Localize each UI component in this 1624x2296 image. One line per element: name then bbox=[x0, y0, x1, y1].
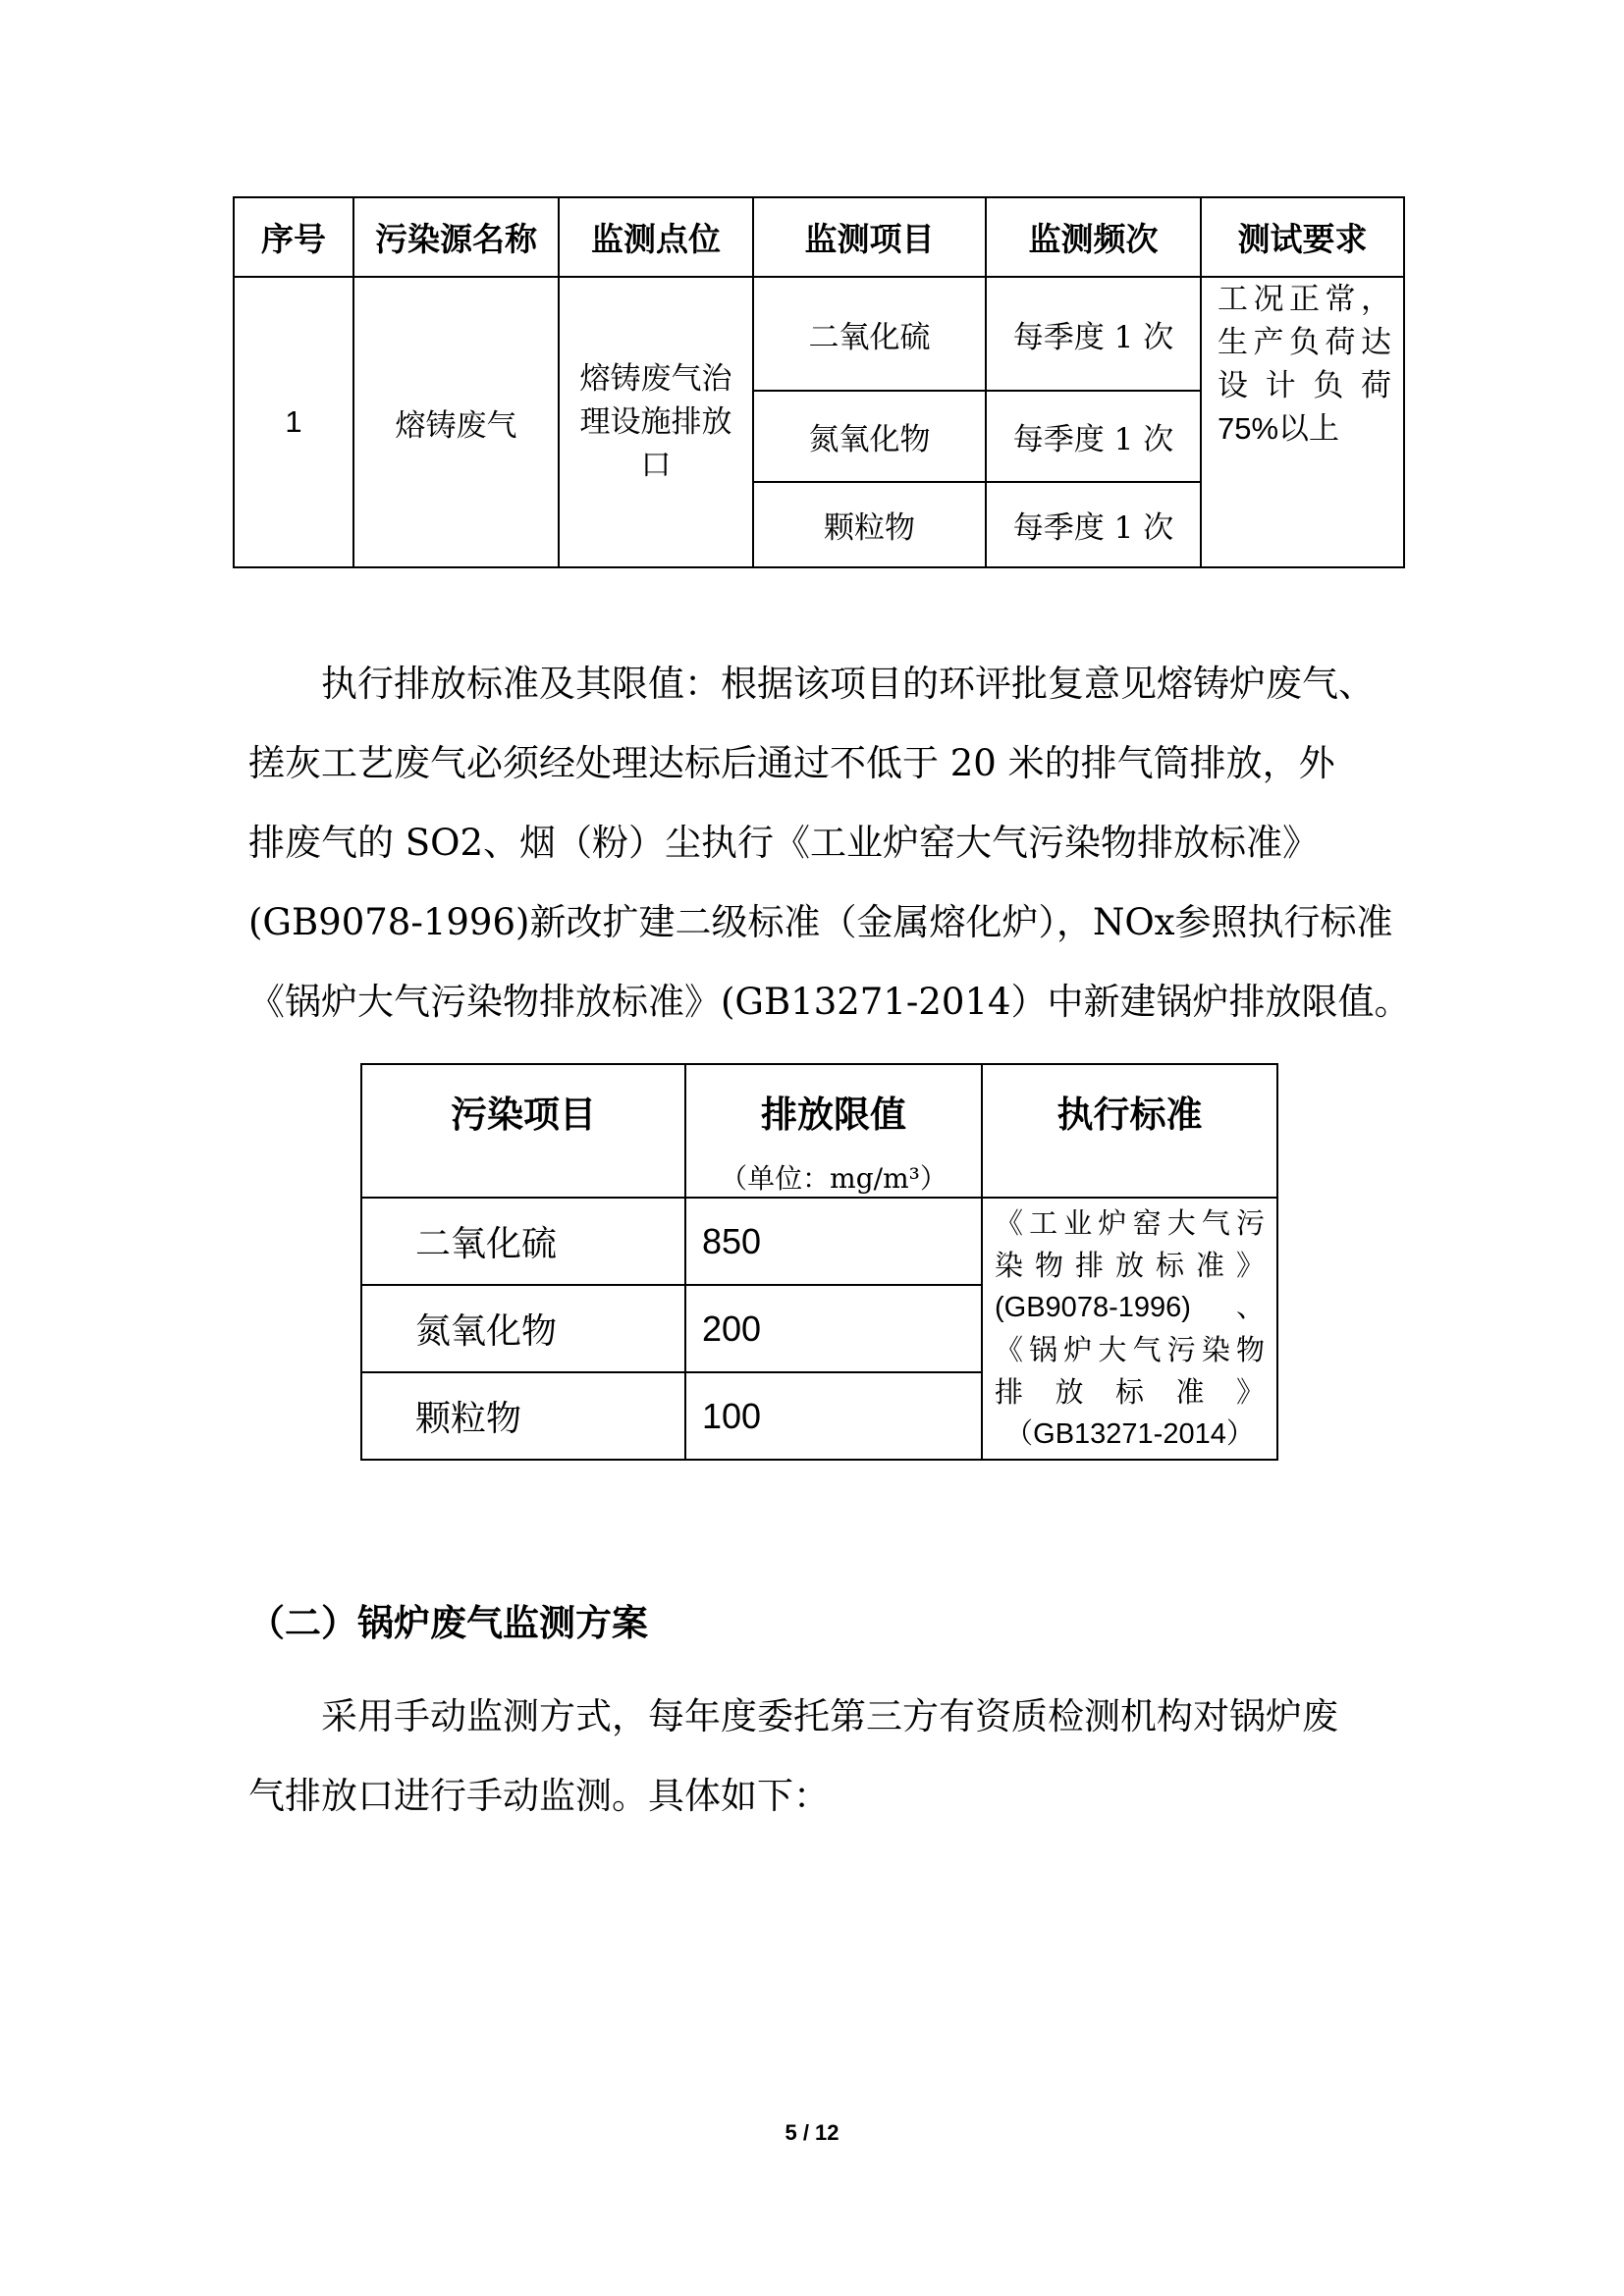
frequency-cell: 每季度 1 次 bbox=[986, 482, 1201, 567]
pollutant-cell: 氮氧化物 bbox=[361, 1285, 685, 1372]
paragraph-line: 气排放口进行手动监测。具体如下： bbox=[248, 1775, 830, 1817]
table-row bbox=[234, 277, 1404, 391]
section-heading: （二）锅炉废气监测方案 bbox=[248, 1602, 648, 1644]
table-row bbox=[361, 1198, 1277, 1285]
item-cell: 二氧化硫 bbox=[753, 277, 986, 391]
standard-line: 《工业炉窑大气污 bbox=[995, 1205, 1265, 1240]
header-limit-unit: （单位：mg/m³） bbox=[720, 1162, 947, 1195]
table-header-row bbox=[361, 1064, 1277, 1198]
paragraph-line: 《锅炉大气污染物排放标准》(GB13271-2014）中新建锅炉排放限值。 bbox=[248, 981, 1411, 1023]
header-frequency: 监测频次 bbox=[986, 197, 1201, 277]
paragraph-line: (GB9078-1996)新改扩建二级标准（金属熔化炉），NOx参照执行标准 bbox=[248, 901, 1393, 943]
frequency-cell: 每季度 1 次 bbox=[986, 277, 1201, 391]
requirement-text bbox=[1202, 278, 1403, 451]
standard-line: （GB13271-2014） bbox=[1004, 1417, 1255, 1450]
requirement-line: 设计负荷 bbox=[1218, 368, 1391, 403]
point-cell bbox=[559, 277, 753, 567]
header-item: 监测项目 bbox=[753, 197, 986, 277]
item-cell: 氮氧化物 bbox=[753, 391, 986, 482]
paragraph-line: 采用手动监测方式，每年度委托第三方有资质检测机构对锅炉废 bbox=[321, 1695, 1338, 1737]
limit-cell: 100 bbox=[685, 1372, 982, 1460]
header-limit-label: 排放限值 bbox=[761, 1094, 906, 1136]
item-cell: 颗粒物 bbox=[753, 482, 986, 567]
point-line: 熔铸废气治 bbox=[579, 361, 732, 397]
emission-limit-table bbox=[360, 1063, 1278, 1461]
header-limit bbox=[685, 1064, 982, 1198]
standard-line: 染物排放标准》 bbox=[995, 1248, 1265, 1282]
section-paragraph bbox=[248, 1677, 1403, 1836]
requirement-line: 生产负荷达 bbox=[1218, 325, 1391, 360]
standard-line: 排放标准》 bbox=[995, 1374, 1265, 1409]
paragraph-line: 执行排放标准及其限值：根据该项目的环评批复意见熔铸炉废气、 bbox=[321, 663, 1375, 705]
table-header-row bbox=[234, 197, 1404, 277]
frequency-cell: 每季度 1 次 bbox=[986, 391, 1201, 482]
standard-line: (GB9078-1996) 、 bbox=[995, 1291, 1265, 1323]
standard-cell bbox=[982, 1198, 1277, 1460]
point-line: 理设施排放 bbox=[579, 404, 732, 440]
pollutant-cell: 二氧化硫 bbox=[361, 1198, 685, 1285]
emission-standard-paragraph bbox=[248, 644, 1411, 1041]
point-line: 口 bbox=[640, 448, 672, 483]
header-point: 监测点位 bbox=[559, 197, 753, 277]
header-source: 污染源名称 bbox=[353, 197, 559, 277]
pollutant-cell: 颗粒物 bbox=[361, 1372, 685, 1460]
header-standard: 执行标准 bbox=[982, 1064, 1277, 1198]
seq-cell: 1 bbox=[234, 277, 353, 567]
requirement-line: 工况正常， bbox=[1218, 282, 1391, 317]
monitoring-table bbox=[233, 196, 1405, 568]
paragraph-line: 排废气的 SO2、烟（粉）尘执行《工业炉窑大气污染物排放标准》 bbox=[248, 822, 1319, 864]
header-pollutant: 污染项目 bbox=[361, 1064, 685, 1198]
limit-cell: 850 bbox=[685, 1198, 982, 1285]
standard-line: 《锅炉大气污染物 bbox=[995, 1332, 1265, 1366]
requirement-cell bbox=[1201, 277, 1404, 567]
source-cell: 熔铸废气 bbox=[353, 277, 559, 567]
header-seq: 序号 bbox=[234, 197, 353, 277]
limit-cell: 200 bbox=[685, 1285, 982, 1372]
page-number: 5 / 12 bbox=[785, 2120, 839, 2145]
requirement-line: 75%以上 bbox=[1218, 411, 1340, 446]
header-requirement: 测试要求 bbox=[1201, 197, 1404, 277]
paragraph-line: 搓灰工艺废气必须经处理达标后通过不低于 20 米的排气筒排放，外 bbox=[248, 742, 1335, 784]
